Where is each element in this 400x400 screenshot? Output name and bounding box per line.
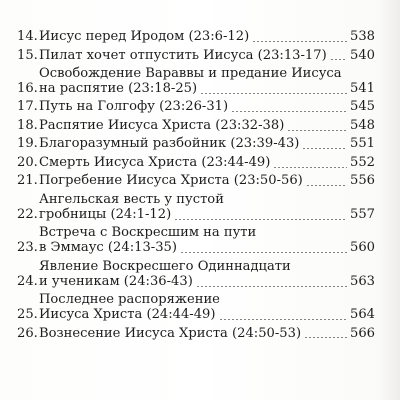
- entry-title: Пилат хочет отпустить Иисуса (23:13-17): [39, 47, 327, 63]
- entry-title: Благоразумный разбойник (23:39-43): [39, 136, 300, 152]
- entry-title: Распятие Иисуса Христа (23:32-38): [39, 117, 285, 133]
- toc-entry: [17, 293, 375, 326]
- dot-leader: [252, 41, 347, 42]
- entry-line: [39, 293, 375, 308]
- entry-line: [39, 226, 375, 241]
- page-number: 540: [350, 47, 375, 63]
- page-number: 560: [350, 240, 375, 256]
- entry-line: [39, 327, 375, 342]
- toc-entry: [17, 156, 375, 175]
- toc-entry: [17, 100, 375, 119]
- entry-body: [39, 293, 375, 323]
- table-of-contents: [17, 30, 375, 345]
- entry-title: и ученикам (24:36-43): [39, 273, 193, 289]
- dot-leader: [302, 148, 347, 149]
- dot-leader: [219, 319, 348, 320]
- entry-number: 25.: [17, 307, 38, 323]
- entry-title: в Эммаус (24:13-35): [39, 240, 177, 256]
- entry-line: [39, 119, 375, 134]
- dot-leader: [273, 167, 347, 168]
- entry-number: 26.: [17, 325, 38, 341]
- dot-leader: [306, 185, 347, 186]
- entry-body: [39, 174, 375, 189]
- entry-body: [39, 226, 375, 256]
- entry-line: [39, 156, 375, 171]
- entry-body: [39, 49, 375, 64]
- entry-line: [39, 260, 375, 275]
- entry-number: 19.: [17, 136, 38, 152]
- entry-title: Смерть Иисуса Христа (23:44-49): [39, 154, 271, 170]
- page-number: 548: [350, 117, 375, 133]
- entry-title: гробницы (24:1-12): [39, 206, 172, 222]
- entry-body: [39, 137, 375, 152]
- toc-entry: [17, 137, 375, 156]
- entry-line: [39, 82, 375, 97]
- entry-title: Иисуса Христа (24:44-49): [39, 307, 216, 323]
- page-number: 566: [350, 325, 375, 341]
- entry-line: [39, 208, 375, 223]
- entry-number: 17.: [17, 99, 38, 115]
- entry-line: [39, 193, 375, 208]
- dot-leader: [231, 111, 347, 112]
- toc-entry: [17, 49, 375, 68]
- entry-number: 24.: [17, 273, 38, 289]
- entry-number: 18.: [17, 117, 38, 133]
- entry-title: на распятие (23:18-25): [39, 80, 198, 96]
- dot-leader: [196, 286, 347, 287]
- dot-leader: [330, 59, 347, 60]
- entry-number: 22.: [17, 206, 38, 222]
- entry-title: Последнее распоряжение: [39, 292, 220, 308]
- entry-number: 16.: [17, 80, 38, 96]
- page-number: 564: [350, 307, 375, 323]
- dot-leader: [174, 219, 347, 220]
- entry-body: [39, 156, 375, 171]
- entry-body: [39, 327, 375, 342]
- entry-title: Явление Воскресшего Одиннадцати: [39, 258, 291, 274]
- entry-title: Иисус перед Иродом (23:6-12): [39, 29, 250, 44]
- page-number: 545: [350, 99, 375, 115]
- entry-body: [39, 30, 375, 45]
- entry-number: 21.: [17, 173, 38, 189]
- entry-title: Погребение Иисуса Христа (23:50-56): [39, 173, 303, 189]
- entry-body: [39, 119, 375, 134]
- page-number: 556: [350, 173, 375, 189]
- toc-entry: [17, 119, 375, 138]
- toc-entry: [17, 30, 375, 49]
- entry-line: [39, 49, 375, 64]
- entry-line: [39, 308, 375, 323]
- entry-title: Встреча с Воскресшим на пути: [39, 225, 257, 241]
- entry-title: Путь на Голгофу (23:26-31): [39, 99, 229, 115]
- dot-leader: [304, 337, 347, 338]
- entry-number: 20.: [17, 154, 38, 170]
- toc-entry: [17, 226, 375, 259]
- entry-line: [39, 100, 375, 115]
- toc-entry: [17, 327, 375, 346]
- entry-number: 23.: [17, 240, 38, 256]
- entry-title: Освобождение Вараввы и предание Иисуса: [39, 66, 342, 81]
- toc-entry: [17, 193, 375, 226]
- page-number: 563: [350, 273, 375, 289]
- entry-line: [39, 241, 375, 256]
- page-number: 557: [350, 206, 375, 222]
- entry-line: [39, 67, 375, 82]
- dot-leader: [200, 93, 347, 94]
- entry-number: 15.: [17, 47, 38, 63]
- entry-line: [39, 30, 375, 45]
- toc-entry: [17, 174, 375, 193]
- entry-number: 14.: [17, 29, 38, 44]
- dot-leader: [287, 130, 347, 131]
- page-number: 538: [350, 29, 375, 44]
- entry-body: [39, 100, 375, 115]
- page-number: 552: [350, 154, 375, 170]
- page-number: 551: [350, 136, 375, 152]
- entry-body: [39, 260, 375, 290]
- toc-entry: [17, 260, 375, 293]
- entry-line: [39, 137, 375, 152]
- dot-leader: [180, 252, 347, 253]
- page-number: 541: [350, 80, 375, 96]
- page-edge-shadow: [378, 0, 400, 400]
- entry-title: Вознесение Иисуса Христа (24:50-53): [39, 325, 302, 341]
- entry-body: [39, 193, 375, 223]
- entry-line: [39, 174, 375, 189]
- entry-body: [39, 67, 375, 97]
- entry-title: Ангельская весть у пустой: [39, 191, 224, 207]
- toc-entry: [17, 67, 375, 100]
- entry-line: [39, 275, 375, 290]
